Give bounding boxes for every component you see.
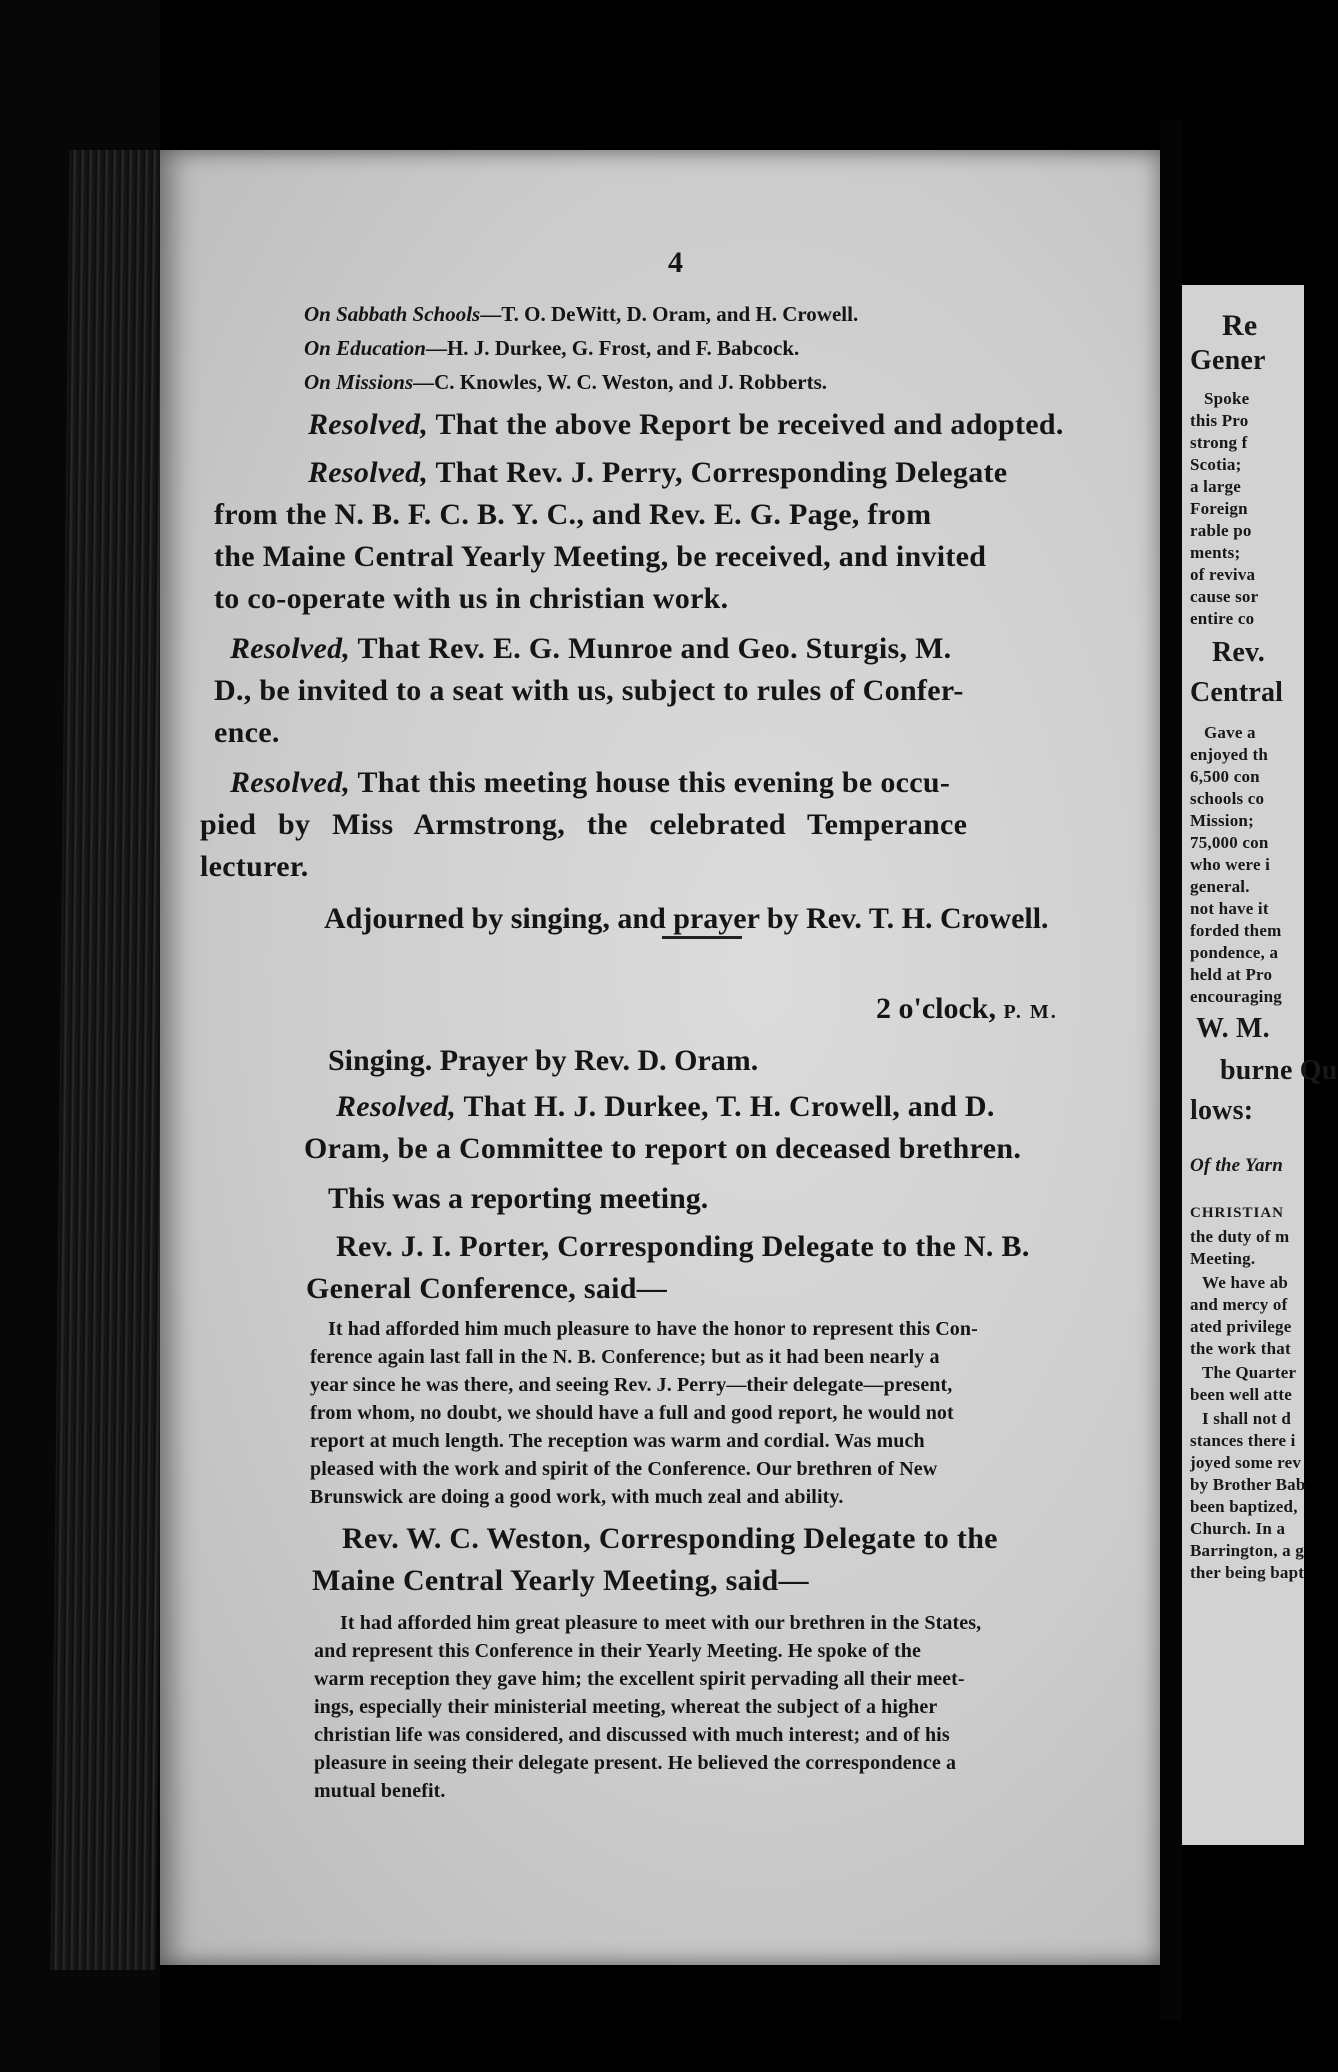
facing-line: this Pro [1190,411,1249,430]
reporting-meeting-line: This was a reporting meeting. [328,1182,709,1215]
weston-body-line: It had afforded him great pleasure to meet with our brethren in the States, [340,1612,982,1634]
resolution-2-line-1 [308,456,1007,490]
resolution-1 [308,408,1064,442]
facing-line: entire co [1190,609,1255,628]
afternoon-time [876,992,1058,1026]
facing-line: the work that [1190,1339,1291,1358]
weston-body-line: and represent this Conference in their Yearly Meeting. He spoke of the [314,1640,921,1662]
resolved-word: Resolved, [230,632,351,665]
facing-line: We have ab [1202,1273,1289,1292]
facing-line: general. [1190,877,1250,896]
facing-line: pondence, a [1190,943,1279,962]
facing-line: joyed some rev [1190,1453,1302,1472]
resolution-text: That the above Report be received and adopted. [435,408,1064,441]
resolution-5-line-1 [336,1090,995,1124]
porter-heading-line-1: Rev. J. I. Porter, Corresponding Delegate to the N. B. [336,1230,1030,1263]
book-spine [1160,120,1182,2020]
resolution-3-line-1 [230,632,952,666]
porter-body-line: It had afforded him much pleasure to have the honor to represent this Con- [328,1318,978,1340]
facing-line: a large [1190,477,1241,496]
adjourned-line: Adjourned by singing, and prayer by Rev. T. H. Crowell. [324,902,1049,935]
page-edges [50,150,174,1970]
document-page [160,150,1160,1965]
facing-line: encouraging [1190,987,1282,1006]
committee-label: On Missions [304,370,414,394]
section-divider [662,936,742,939]
facing-line: by Brother Bab [1190,1475,1306,1494]
facing-line: Gave a [1204,723,1256,742]
porter-body-line: year since he was there, and seeing Rev. J. Perry—their delegate—present, [310,1374,953,1396]
facing-line: of reviva [1190,565,1256,584]
facing-line: ated privilege [1190,1317,1292,1336]
weston-heading-line-1: Rev. W. C. Weston, Corresponding Delegate to the [342,1522,998,1555]
page-number: 4 [668,246,683,279]
facing-line: Meeting. [1190,1249,1256,1268]
facing-page-fragment [1182,285,1338,1845]
facing-line: I shall not d [1202,1409,1292,1428]
facing-line: ther being bapt [1190,1563,1305,1582]
singing-prayer-line: Singing. Prayer by Rev. D. Oram. [328,1044,759,1077]
facing-line: the duty of m [1190,1227,1290,1246]
facing-line: Scotia; [1190,455,1242,474]
committee-members: —H. J. Durkee, G. Frost, and F. Babcock. [425,336,800,360]
facing-line: stances there i [1190,1431,1296,1450]
committee-label: On Sabbath Schools [304,302,481,326]
facing-line: 75,000 con [1190,833,1269,852]
facing-line: who were i [1190,855,1271,874]
facing-line: Mission; [1190,811,1254,830]
committee-members: —T. O. DeWitt, D. Oram, and H. Crowell. [480,302,859,326]
facing-line: Church. In a [1190,1519,1286,1538]
weston-body-line: ings, especially their ministerial meeting, whereat the subject of a higher [314,1696,938,1718]
facing-line: 6,500 con [1190,767,1260,786]
facing-line: The Quarter [1202,1363,1297,1382]
facing-line: Central [1190,677,1284,708]
porter-body-line: report at much length. The reception was warm and cordial. Was much [310,1430,925,1452]
facing-line: Gener [1190,345,1266,376]
facing-line: Spoke [1204,389,1250,408]
resolution-2-line-4: to co-operate with us in christian work. [214,582,729,615]
weston-body-line: christian life was considered, and discussed with much interest; and of his [314,1724,950,1746]
facing-line: rable po [1190,521,1252,540]
facing-line: been baptized, [1190,1497,1298,1516]
committee-education [304,336,799,361]
resolved-word: Resolved, [336,1090,457,1123]
committee-label: On Education [304,336,426,360]
facing-line: been well atte [1190,1385,1292,1404]
facing-line: cause sor [1190,587,1259,606]
resolution-4-line-3: lecturer. [200,850,309,883]
resolution-text: That Rev. J. Perry, Corresponding Delegate [435,456,1008,489]
facing-line: Re [1222,309,1258,342]
resolved-word: Resolved, [308,408,429,441]
resolution-2-line-2: from the N. B. F. C. B. Y. C., and Rev. E. G. Page, from [214,498,932,531]
facing-line: burne Qu [1220,1055,1338,1086]
facing-line: ments; [1190,543,1241,562]
resolution-text: That this meeting house this evening be occu- [357,766,951,799]
committee-sabbath-schools [304,302,858,327]
facing-line: strong f [1190,433,1248,452]
facing-line: schools co [1190,789,1265,808]
committee-members: —C. Knowles, W. C. Weston, and J. Robberts. [413,370,827,394]
facing-line: enjoyed th [1190,745,1269,764]
porter-body-line: from whom, no doubt, we should have a full and good report, he would not [310,1402,954,1424]
facing-line: Barrington, a g [1190,1541,1304,1560]
porter-body-line: pleased with the work and spirit of the Conference. Our brethren of New [310,1458,938,1480]
porter-body-line: ference again last fall in the N. B. Conference; but as it had been nearly a [310,1346,940,1368]
facing-line: W. M. [1196,1013,1270,1044]
weston-body-line: warm reception they gave him; the excellent spirit pervading all their meet- [314,1668,965,1690]
facing-line: Foreign [1190,499,1248,518]
weston-body-line: pleasure in seeing their delegate present. He believed the correspondence a [314,1752,957,1774]
resolved-word: Resolved, [230,766,351,799]
resolution-3-line-3: ence. [214,716,280,749]
resolution-3-line-2: D., be invited to a seat with us, subject to rules of Confer- [214,674,964,707]
resolution-5-line-2: Oram, be a Committee to report on deceased brethren. [304,1132,1022,1165]
resolution-text: That H. J. Durkee, T. H. Crowell, and D. [463,1090,995,1123]
weston-body-line: mutual benefit. [314,1780,446,1802]
facing-line: Of the Yarn [1190,1155,1284,1176]
resolved-word: Resolved, [308,456,429,489]
weston-heading-line-2: Maine Central Yearly Meeting, said— [312,1564,809,1597]
facing-line: lows: [1190,1095,1254,1126]
facing-line: Rev. [1212,637,1265,668]
resolution-4-line-1 [230,766,950,800]
facing-line: and mercy of [1190,1295,1288,1314]
facing-line: forded them [1190,921,1282,940]
time-text: 2 o'clock, [876,992,996,1025]
resolution-2-line-3: the Maine Central Yearly Meeting, be received, and invited [214,540,987,573]
committee-missions [304,370,827,395]
porter-body-line: Brunswick are doing a good work, with much zeal and ability. [310,1486,844,1508]
time-suffix: P. M. [1003,1001,1058,1023]
facing-line: CHRISTIAN [1190,1205,1285,1221]
resolution-text: That Rev. E. G. Munroe and Geo. Sturgis, M. [357,632,952,665]
facing-line: held at Pro [1190,965,1273,984]
porter-heading-line-2: General Conference, said— [306,1272,668,1305]
facing-line: not have it [1190,899,1269,918]
resolution-4-line-2: pied by Miss Armstrong, the celebrated Temperance [200,808,968,841]
